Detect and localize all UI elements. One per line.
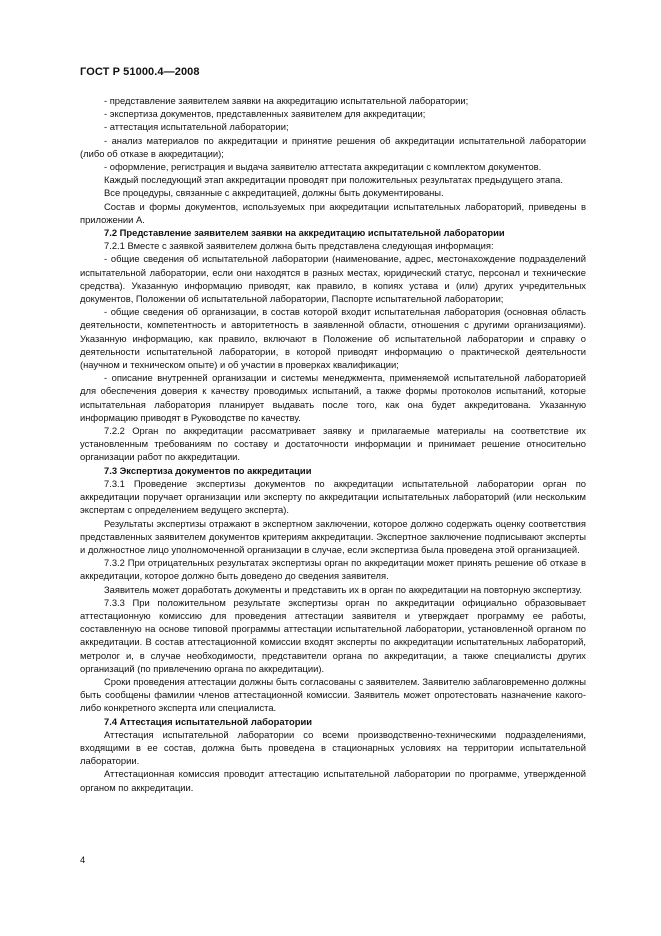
section-heading: 7.2 Представление заявителем заявки на аккредитацию испытательной лаборатории [104,227,505,239]
paragraph: - аттестация испытательной лаборатории; [104,121,289,133]
standard-header: ГОСТ Р 51000.4—2008 [80,66,200,78]
paragraph: Сроки проведения аттестации должны быть согласованы с заявителем. Заявителю заблаговременно должны быть сообщены фамилии членов аттестационной комиссии. Заявитель может опротестовать назначение какого-либо конкретного эксперта или специалиста. [80,675,586,714]
paragraph: - оформление, регистрация и выдача заявителю аттестата аккредитации с комплектом документов. [104,161,542,173]
paragraph: 7.3.3 При положительном результате экспертизы орган по аккредитации официально образовывает аттестационную комиссию для проведения аттестации заявителя и утверждает программу ее работы, составленную на основе типовой программы аттестации испытательной лаборатории, установленной органом по аккредитации. В состав аттестационной комиссии входят эксперты по аккредитации испытательных лабораторий, метролог и, в случае необходимости, представители органа по аккредитации, а также специалисты других организаций (по привлечению органа по аккредитации). [80,596,586,674]
page-number: 4 [80,854,86,865]
paragraph: Аттестационная комиссия проводит аттестацию испытательной лаборатории по программе, утвержденной органом по аккредитации. [80,768,586,793]
paragraph: 7.2.1 Вместе с заявкой заявителем должна быть представлена следующая информация: [104,240,494,252]
paragraph: - общие сведения об испытательной лаборатории (наименование, адрес, местонахождение подразделений испытательной лаборатории, если они находятся в разных местах, юридический статус, персонал и технические средства). Указанную информацию приводят, как правило, в копиях устава и (или) других учредительных документов, Положении об испытательной лаборатории, Паспорте испытательной лаборатории; [80,253,586,305]
paragraph: Результаты экспертизы отражают в экспертном заключении, которое должно содержать оценку соответствия представленных заявителем документов критериям аккредитации. Экспертное заключение подписывают эксперты и должностное лицо уполномоченной организации в случае, если экспертиза была проведена этой организацией. [80,517,586,555]
section-heading: 7.4 Аттестация испытательной лаборатории [104,715,312,727]
paragraph: Аттестация испытательной лаборатории со всеми производственно-техническими подразделениями, входящими в ее состав, должна быть проведена в стационарных условиях на территории испытательной лаборатории. [80,728,586,767]
paragraph: Все процедуры, связанные с аккредитацией, должны быть документированы. [104,187,444,199]
paragraph: Заявитель может доработать документы и представить их в орган по аккредитации на повторную экспертизу. [104,583,583,595]
paragraph: - общие сведения об организации, в состав которой входит испытательная лаборатория (основная область деятельности, компетентность и авторитетность в заявленной области, отношения с другими организациями). Указанную информацию, как правило, включают в Положение об испытательной лаборатории и справку о деятельности испытательной лаборатории, в которой приводят информацию о практической деятельности (научном и техническом опыте) и об участии в проверках квалификации; [80,306,586,371]
paragraph: - анализ материалов по аккредитации и принятие решения об аккредитации испытательной лаборатории (либо об отказе в аккредитации); [80,134,586,159]
paragraph: 7.3.1 Проведение экспертизы документов по аккредитации испытательной лаборатории орган по аккредитации поручает организации или эксперту по аккредитации испытательных лабораторий (или нескольким экспертам с определением ведущего эксперта). [80,477,586,516]
paragraph: 7.3.2 При отрицательных результатах экспертизы орган по аккредитации может принять решение об отказе в аккредитации, которое должно быть доведено до сведения заявителя. [80,557,586,582]
paragraph: Состав и формы документов, используемых при аккредитации испытательных лабораторий, приведены в приложении А. [80,200,586,225]
paragraph: - представление заявителем заявки на аккредитацию испытательной лаборатории; [104,95,469,106]
section-heading: 7.3 Экспертиза документов по аккредитации [104,464,312,476]
paragraph: - описание внутренней организации и системы менеджмента, применяемой испытательной лабораторией для обеспечения доверия к качеству проводимых испытаний, а также формы протоколов испытаний, которые испытательная лаборатория планирует выдавать после того, как она будет аккредитована. Указанную информацию приводят в Руководстве по качеству. [80,372,586,423]
paragraph: 7.2.2 Орган по аккредитации рассматривает заявку и прилагаемые материалы на соответствие их установленным требованиям по составу и достаточности информации и принимает решение относительно организации работ по аккредитации. [80,425,586,463]
document-body [80,94,586,794]
paragraph: Каждый последующий этап аккредитации проводят при положительных результатах предыдущего этапа. [104,174,563,186]
paragraph: - экспертиза документов, представленных заявителем для аккредитации; [104,108,426,120]
